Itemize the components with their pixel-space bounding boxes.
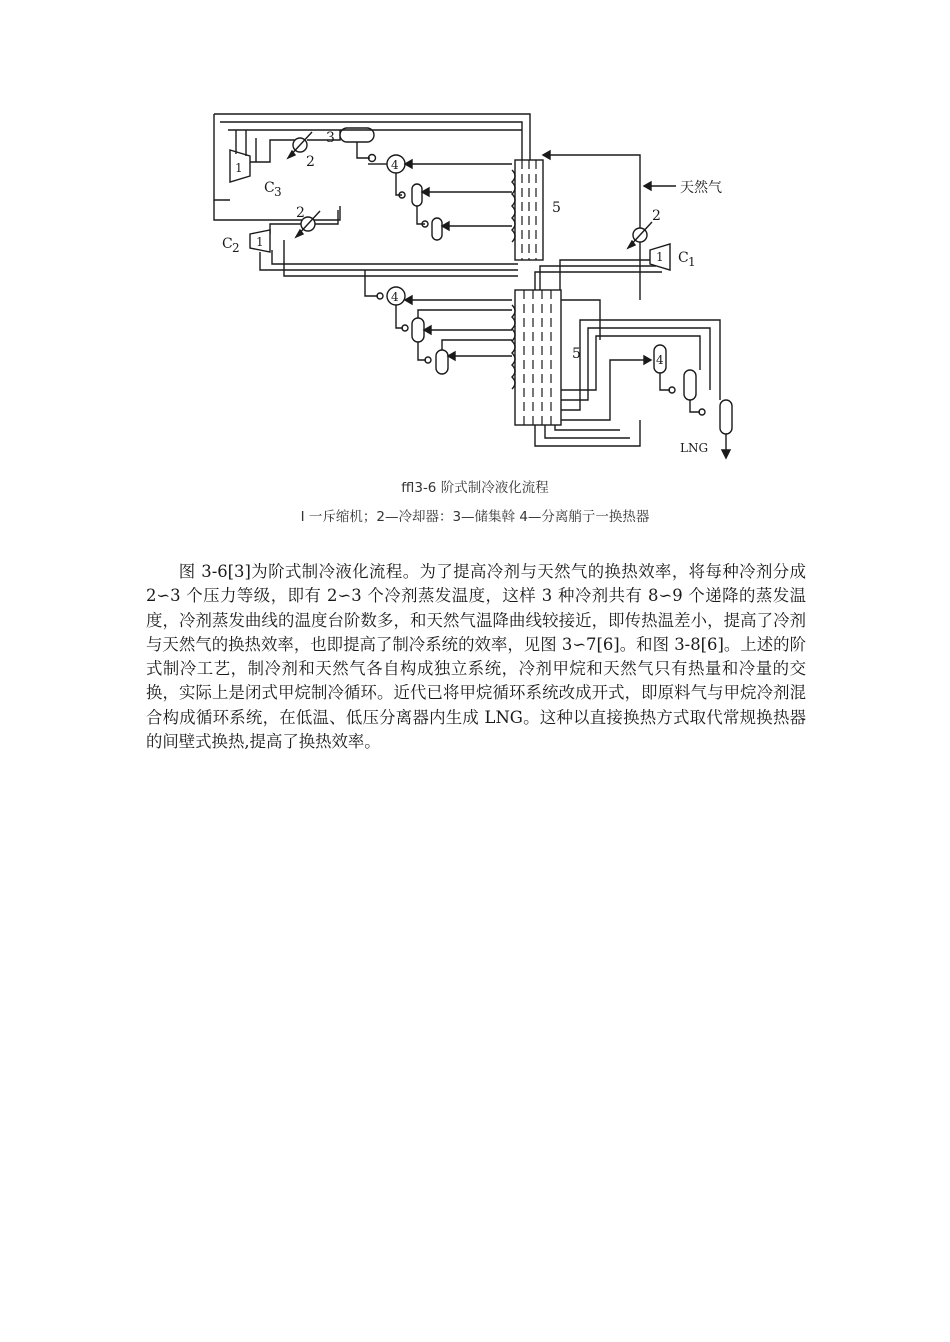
label-num-1-c3: 1: [235, 161, 243, 175]
label-num-1-c2: 1: [256, 235, 264, 249]
label-c3: C: [264, 180, 275, 196]
label-num-3: 3: [326, 130, 335, 146]
natural-gas-feed: [535, 180, 722, 290]
c2-cycle: [214, 200, 518, 276]
body-paragraph: 图 3-6[3]为阶式制冷液化流程。为了提高冷剂与天然气的换热效率，将每种冷剂分成 2∽3 个压力等级，即有 2∽3 个冷剂蒸发温度，这样 3 种冷剂共有 8∽9 个递降的蒸发温度，冷剂蒸发曲线的温度台阶数多，和天然气温降曲线较接近，即传热温差小，提高了冷剂与天然气的换热效率，也即提高了制冷系统的效率，见图 3∽7[6]。和图 3-8[6]。上述的阶式制冷工艺，制冷剂和天然气各自构成独立系统，冷剂甲烷和天然气只有热量和冷量的交换，实际上是闭式甲烷制冷循环。近代已将甲烷循环系统改成开式，即原料气与甲烷冷剂混合构成循环系统，在低温、低压分离器内生成 LNG。这种以直接换热方式取代常规换热器的间壁式换热,提高了换热效率。: [146, 562, 806, 752]
label-num-2-mid: 2: [296, 205, 305, 221]
label-num-5-lower: 5: [572, 346, 581, 362]
lng-separators: [535, 320, 732, 458]
label-num-4-lower: 4: [656, 353, 664, 367]
label-num-4-top: 4: [391, 158, 399, 172]
label-num-2-right: 2: [652, 208, 661, 224]
heat-exchanger-5-lower: [512, 290, 600, 425]
label-natural-gas: 天然气: [680, 180, 722, 196]
label-num-4-mid: 4: [391, 290, 399, 304]
heat-exchanger-5-upper: [512, 151, 640, 300]
label-c2: C: [222, 236, 233, 252]
label-c1-sub: 1: [688, 255, 696, 269]
cascade-refrigeration-flow-diagram: [200, 100, 760, 470]
label-num-2-top: 2: [306, 154, 315, 170]
label-c2-sub: 2: [232, 241, 240, 255]
label-num-1-c1: 1: [656, 250, 664, 264]
c2-separators: [365, 270, 512, 374]
label-c1: C: [678, 250, 689, 266]
c3-cycle: [214, 114, 530, 240]
label-num-5-upper: 5: [552, 200, 561, 216]
label-lng: LNG: [680, 441, 709, 455]
figure-caption-title: ffl3-6 阶式制冷液化流程: [401, 480, 549, 496]
label-c3-sub: 3: [274, 185, 282, 199]
figure-caption-legend: I 一斥缩机；2—冷却器：3—储集斡 4—分离艄亍一换热器: [300, 509, 650, 525]
